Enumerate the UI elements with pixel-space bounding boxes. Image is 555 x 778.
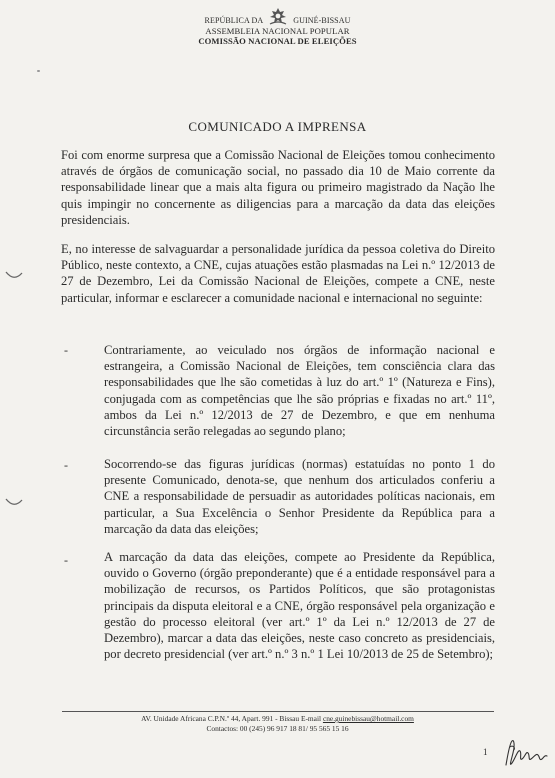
footer-address-line	[0, 714, 555, 724]
letterhead-republic-right: GUINÉ-BISSAU	[293, 16, 351, 25]
national-emblem-icon	[267, 6, 289, 26]
paper-speck	[37, 70, 40, 72]
footer-email-link[interactable]: cne.guinebissau@hotmail.com	[322, 714, 414, 723]
footer-contacts: Contactos: 00 (245) 96 917 18 81/ 95 565 15 16	[206, 723, 349, 733]
footer-divider	[62, 711, 494, 712]
bullet-marker: -	[64, 458, 68, 472]
page-number: 1	[483, 747, 488, 757]
bullet-marker: -	[64, 343, 68, 357]
letterhead-commission: COMISSÃO NACIONAL DE ELEIÇÕES	[198, 36, 357, 46]
bullet-item: Contrariamente, ao veiculado nos órgãos de informação nacional e estrangeira, a Comissão Nacional de Eleições, tem consciência clara das responsabilidades que lhe são cometidas à luz do art.º 1º (Natureza e Fins), conjugada com as competências que lhe são próprias e fixadas no art.º 11º, ambos da Lei n.º 12/2013 de 27 de Dezembro, e que em nenhuma circunstância serão relegadas ao segundo plano;	[104, 343, 495, 439]
letterhead-republic-left: REPÚBLICA DA	[204, 16, 264, 25]
document-title: COMUNICADO A IMPRENSA	[188, 119, 367, 134]
footer-address: AV. Unidade Africana C.P.N.º 44, Apart. 991 - Bissau E-mail	[141, 714, 322, 723]
letterhead-assembly: ASSEMBLEIA NACIONAL POPULAR	[205, 26, 350, 36]
punch-hole-mark-icon	[4, 270, 24, 282]
bullet-item: Socorrendo-se das figuras jurídicas (normas) estatuídas no ponto 1 do presente Comunicado, denota-se, que nenhum dos articulados conferiu a CNE a responsabilidade de persuadir as autoridades políticas nacionais, em particular, a Sua Excelência o Senhor Presidente da República para a marcação da data das eleições;	[104, 457, 495, 536]
letterhead	[0, 6, 555, 47]
bullet-marker: -	[64, 553, 68, 567]
paragraph: E, no interesse de salvaguardar a personalidade jurídica da pessoa coletiva do Direito Público, neste contexto, a CNE, cujas atuações estão plasmadas na Lei n.º 12/2013 de 27 de Dezembro, Lei da Comissão Nacional de Eleições, compete a CNE, neste particular, informar e esclarecer a comunidade nacional e internacional no seguinte:	[61, 242, 495, 305]
paragraph: Foi com enorme surpresa que a Comissão Nacional de Eleições tomou conhecimento através de órgãos de comunicação social, no passado dia 10 de Maio corrente da responsabilidade linear que a mais alta figura ou primeiro magistrado da Nação lhe quis impingir no concernente as diligencias para a marcação da data das eleições presidenciais.	[61, 148, 495, 227]
letterhead-republic-line	[0, 6, 555, 26]
handwritten-signature-icon	[500, 735, 550, 771]
footer	[0, 714, 555, 733]
punch-hole-mark-icon	[4, 497, 24, 509]
bullet-item: A marcação da data das eleições, compete ao Presidente da República, ouvido o Governo (órgão preponderante) que é a entidade responsável para a mobilização de recursos, os Partidos Políticos, que são protagonistas principais da disputa eleitoral e a CNE, órgão responsável pela organização e gestão do processo eleitoral (ver art.º 1º da Lei n.º 12/2013 de 27 de Dezembro), marcar a data das eleições, neste caso concreto as presidenciais, por decreto presidencial (ver art.º n.º 3 n.º 1 Lei 10/2013 de 25 de Setembro);	[104, 550, 495, 662]
